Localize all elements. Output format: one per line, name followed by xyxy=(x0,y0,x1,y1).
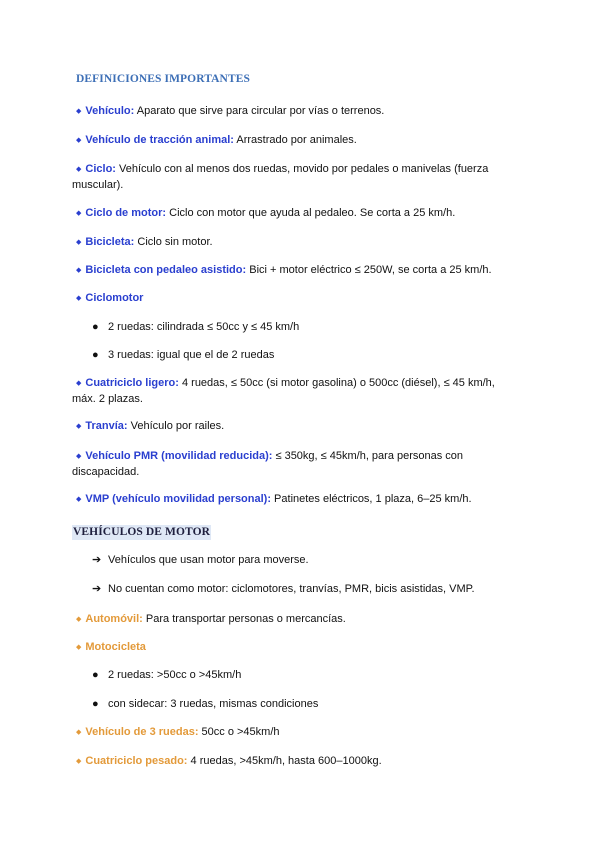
definition-text: Ciclo con motor que ayuda al pedaleo. Se corta a 25 km/h. xyxy=(166,207,456,219)
arrow-bullet-icon: ➔ xyxy=(92,554,102,566)
definition-item xyxy=(72,263,512,279)
sub-list-item xyxy=(92,697,318,712)
definition-text: 4 ruedas, ≤ 50cc (si motor gasolina) o 500cc (diésel), ≤ 45 km/h, máx. 2 plazas. xyxy=(72,377,495,405)
diamond-bullet-icon: ◆ xyxy=(76,644,82,651)
diamond-bullet-icon: ◆ xyxy=(76,239,82,246)
diamond-bullet-icon: ◆ xyxy=(76,137,82,144)
definition-term: Ciclo de motor: xyxy=(85,207,167,219)
definition-item xyxy=(72,612,512,628)
sub-item-text: 2 ruedas: >50cc o >45km/h xyxy=(108,669,242,681)
definition-item xyxy=(72,754,512,770)
definition-item xyxy=(72,419,512,435)
definition-term: Motocicleta xyxy=(85,641,146,653)
diamond-bullet-icon: ◆ xyxy=(76,453,82,460)
definition-text: Ciclo sin motor. xyxy=(134,236,213,248)
definition-item xyxy=(72,376,512,407)
diamond-bullet-icon: ◆ xyxy=(76,108,82,115)
definition-item xyxy=(72,162,512,193)
sub-list-item xyxy=(92,348,274,363)
definition-term: Bicicleta con pedaleo asistido: xyxy=(85,264,247,276)
definition-item xyxy=(72,206,512,222)
definition-term: Ciclomotor xyxy=(85,292,144,304)
definition-term: Bicicleta: xyxy=(85,236,135,248)
definition-item xyxy=(72,492,512,508)
sub-item-text: con sidecar: 3 ruedas, mismas condiciones xyxy=(108,698,319,710)
definition-item xyxy=(72,235,512,251)
definition-text: Vehículo con al menos dos ruedas, movido por pedales o manivelas (fuerza muscular). xyxy=(72,163,489,191)
definition-text: Bici + motor eléctrico ≤ 250W, se corta a 25 km/h. xyxy=(246,264,492,276)
arrow-item-text: No cuentan como motor: ciclomotores, tranvías, PMR, bicis asistidas, VMP. xyxy=(108,583,475,595)
definition-text: 4 ruedas, >45km/h, hasta 600–1000kg. xyxy=(187,755,382,767)
diamond-bullet-icon: ◆ xyxy=(76,210,82,217)
dot-bullet-icon: ● xyxy=(92,698,99,710)
diamond-bullet-icon: ◆ xyxy=(76,496,82,503)
definition-term: Vehículo de 3 ruedas: xyxy=(85,726,199,738)
definition-term: Automóvil: xyxy=(85,613,143,625)
diamond-bullet-icon: ◆ xyxy=(76,267,82,274)
diamond-bullet-icon: ◆ xyxy=(76,423,82,430)
section-heading-vehiculos-motor: VEHÍCULOS DE MOTOR xyxy=(73,526,211,538)
definition-term: Tranvía: xyxy=(85,420,128,432)
definition-term: Vehículo: xyxy=(85,105,135,117)
arrow-item-text: Vehículos que usan motor para moverse. xyxy=(108,554,309,566)
sub-list-item xyxy=(92,668,241,683)
definition-item xyxy=(72,133,512,149)
diamond-bullet-icon: ◆ xyxy=(76,295,82,302)
sub-list-item xyxy=(92,320,299,335)
definition-text: Vehículo por railes. xyxy=(127,420,225,432)
diamond-bullet-icon: ◆ xyxy=(76,758,82,765)
definition-text: 50cc o >45km/h xyxy=(198,726,280,738)
sub-item-text: 2 ruedas: cilindrada ≤ 50cc y ≤ 45 km/h xyxy=(108,321,300,333)
definition-item xyxy=(72,640,512,656)
definition-item xyxy=(72,104,512,120)
arrow-list-item xyxy=(92,553,309,568)
definition-item xyxy=(72,291,512,307)
definition-term: Vehículo de tracción animal: xyxy=(85,134,234,146)
dot-bullet-icon: ● xyxy=(92,669,99,681)
definition-item xyxy=(72,725,512,741)
definition-term: Cuatriciclo pesado: xyxy=(85,755,188,767)
diamond-bullet-icon: ◆ xyxy=(76,166,82,173)
definition-text: Arrastrado por animales. xyxy=(233,134,357,146)
definition-item xyxy=(72,449,512,480)
dot-bullet-icon: ● xyxy=(92,321,99,333)
section-heading-definiciones: DEFINICIONES IMPORTANTES xyxy=(76,73,250,85)
arrow-bullet-icon: ➔ xyxy=(92,583,102,595)
definition-text: Aparato que sirve para circular por vías o terrenos. xyxy=(134,105,385,117)
definition-term: Cuatriciclo ligero: xyxy=(85,377,179,389)
definition-text: ≤ 350kg, ≤ 45km/h, para personas con discapacidad. xyxy=(72,450,464,478)
diamond-bullet-icon: ◆ xyxy=(76,729,82,736)
dot-bullet-icon: ● xyxy=(92,349,99,361)
diamond-bullet-icon: ◆ xyxy=(76,380,82,387)
definition-text: Para transportar personas o mercancías. xyxy=(142,613,346,625)
sub-item-text: 3 ruedas: igual que el de 2 ruedas xyxy=(108,349,275,361)
diamond-bullet-icon: ◆ xyxy=(76,616,82,623)
definition-term: Ciclo: xyxy=(85,163,116,175)
arrow-list-item xyxy=(92,582,475,597)
definition-text: Patinetes eléctricos, 1 plaza, 6–25 km/h. xyxy=(271,493,472,505)
definition-term: VMP (vehículo movilidad personal): xyxy=(85,493,271,505)
definition-term: Vehículo PMR (movilidad reducida): xyxy=(85,450,273,462)
